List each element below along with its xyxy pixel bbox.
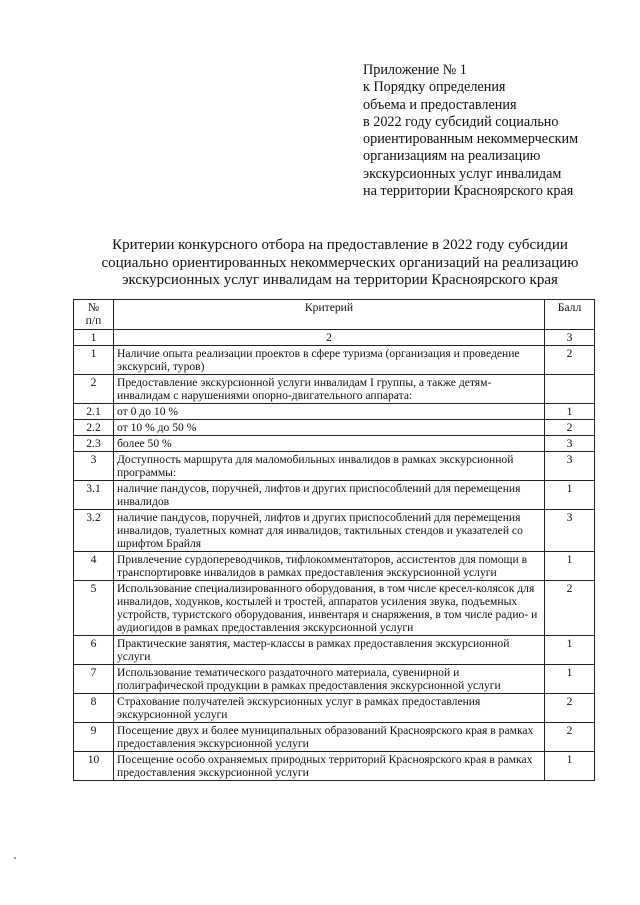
- row-number: 2.2: [74, 420, 114, 436]
- table-row: [74, 752, 595, 781]
- header-score: Балл: [545, 300, 595, 330]
- row-number: 2.3: [74, 436, 114, 452]
- appendix-line: ориентированным некоммерческим: [363, 131, 579, 148]
- appendix-line: к Порядку определения: [363, 79, 506, 96]
- row-score: 1: [545, 552, 595, 581]
- row-number: 3: [74, 452, 114, 481]
- appendix-line: экскурсионных услуг инвалидам: [363, 165, 562, 182]
- row-number: 2.1: [74, 404, 114, 420]
- scan-speck: [14, 857, 16, 859]
- row-number: 2: [74, 375, 114, 404]
- table-row: [74, 694, 595, 723]
- row-score: 2: [545, 420, 595, 436]
- table-row: [74, 581, 595, 636]
- column-number-row: [74, 330, 595, 346]
- table-row: [74, 636, 595, 665]
- appendix-line: на территории Красноярского края: [363, 183, 574, 200]
- table-row: [74, 510, 595, 552]
- row-number: 3.1: [74, 481, 114, 510]
- table-row: [74, 552, 595, 581]
- row-criterion: Доступность маршрута для маломобильных инвалидов в рамках экскурсионной программы:: [114, 452, 545, 481]
- table-row: [74, 481, 595, 510]
- row-score: 2: [545, 694, 595, 723]
- table-row: [74, 346, 595, 375]
- row-criterion: Посещение особо охраняемых природных территорий Красноярского края в рамках предоставления экскурсионной услуги: [114, 752, 545, 781]
- appendix-line: организациям на реализацию: [363, 148, 541, 165]
- header-criterion: Критерий: [114, 300, 545, 330]
- title-line: экскурсионных услуг инвалидам на территории Красноярского края: [122, 272, 558, 288]
- row-number: 3.2: [74, 510, 114, 552]
- table-header-row: [74, 300, 595, 330]
- header-num: № п/п: [74, 300, 114, 330]
- table-row: [74, 665, 595, 694]
- row-score: 1: [545, 665, 595, 694]
- appendix-caption: [363, 62, 633, 200]
- table-body: [74, 346, 595, 781]
- title-line: социально ориентированных некоммерческих организаций на реализацию: [101, 254, 579, 271]
- row-criterion: наличие пандусов, поручней, лифтов и других приспособлений для перемещения инвалидов: [114, 481, 545, 510]
- row-number: 1: [74, 346, 114, 375]
- row-score: 3: [545, 452, 595, 481]
- row-score: 3: [545, 436, 595, 452]
- row-criterion: от 0 до 10 %: [114, 404, 545, 420]
- table-row: [74, 436, 595, 452]
- row-criterion: наличие пандусов, поручней, лифтов и других приспособлений для перемещения инвалидов, туалетных комнат для инвалидов, тактильных стендов и указателей со шрифтом Брайля: [114, 510, 545, 552]
- table-row: [74, 375, 595, 404]
- row-criterion: более 50 %: [114, 436, 545, 452]
- row-score: 1: [545, 481, 595, 510]
- row-number: 4: [74, 552, 114, 581]
- row-criterion: Использование специализированного оборудования, в том числе кресел-колясок для инвалидов, ходунков, костылей и тростей, аппаратов усиления звука, подъемных устройств, туристского оборудования, инвентаря и снаряжения, в том числе радио- и аудиогидов в рамках предоставления экскурсионной услуги: [114, 581, 545, 636]
- row-score: [545, 375, 595, 404]
- table-row: [74, 404, 595, 420]
- table-row: [74, 452, 595, 481]
- row-score: 2: [545, 346, 595, 375]
- table-row: [74, 723, 595, 752]
- criteria-table: [73, 299, 595, 781]
- row-criterion: Предоставление экскурсионной услуги инвалидам I группы, а также детям-инвалидам с нарушениями опорно-двигательного аппарата:: [114, 375, 545, 404]
- row-criterion: Посещение двух и более муниципальных образований Красноярского края в рамках предоставления экскурсионной услуги: [114, 723, 545, 752]
- row-criterion: Привлечение сурдопереводчиков, тифлокомментаторов, ассистентов для помощи в транспортировке инвалидов в рамках предоставления экскурсионной услуги: [114, 552, 545, 581]
- row-number: 8: [74, 694, 114, 723]
- row-score: 3: [545, 510, 595, 552]
- row-score: 1: [545, 404, 595, 420]
- row-score: 1: [545, 752, 595, 781]
- row-number: 5: [74, 581, 114, 636]
- appendix-line: Приложение № 1: [363, 62, 467, 78]
- row-criterion: Использование тематического раздаточного материала, сувенирной и полиграфической продукции в рамках предоставления экскурсионной услуги: [114, 665, 545, 694]
- row-number: 9: [74, 723, 114, 752]
- row-criterion: Наличие опыта реализации проектов в сфере туризма (организация и проведение экскурсий, туров): [114, 346, 545, 375]
- row-criterion: Практические занятия, мастер-классы в рамках предоставления экскурсионной услуги: [114, 636, 545, 665]
- row-criterion: Страхование получателей экскурсионных услуг в рамках предоставления экскурсионной услуги: [114, 694, 545, 723]
- appendix-line: объема и предоставления: [363, 96, 517, 113]
- row-number: 10: [74, 752, 114, 781]
- appendix-line: в 2022 году субсидий социально: [363, 113, 559, 130]
- row-number: 6: [74, 636, 114, 665]
- row-score: 1: [545, 636, 595, 665]
- row-score: 2: [545, 581, 595, 636]
- row-score: 2: [545, 723, 595, 752]
- colnum-1: 1: [74, 330, 114, 346]
- row-number: 7: [74, 665, 114, 694]
- colnum-2: 2: [114, 330, 545, 346]
- table-row: [74, 420, 595, 436]
- document-title: [60, 237, 620, 290]
- colnum-3: 3: [545, 330, 595, 346]
- row-criterion: от 10 % до 50 %: [114, 420, 545, 436]
- title-line: Критерии конкурсного отбора на предоставление в 2022 году субсидии: [112, 237, 568, 253]
